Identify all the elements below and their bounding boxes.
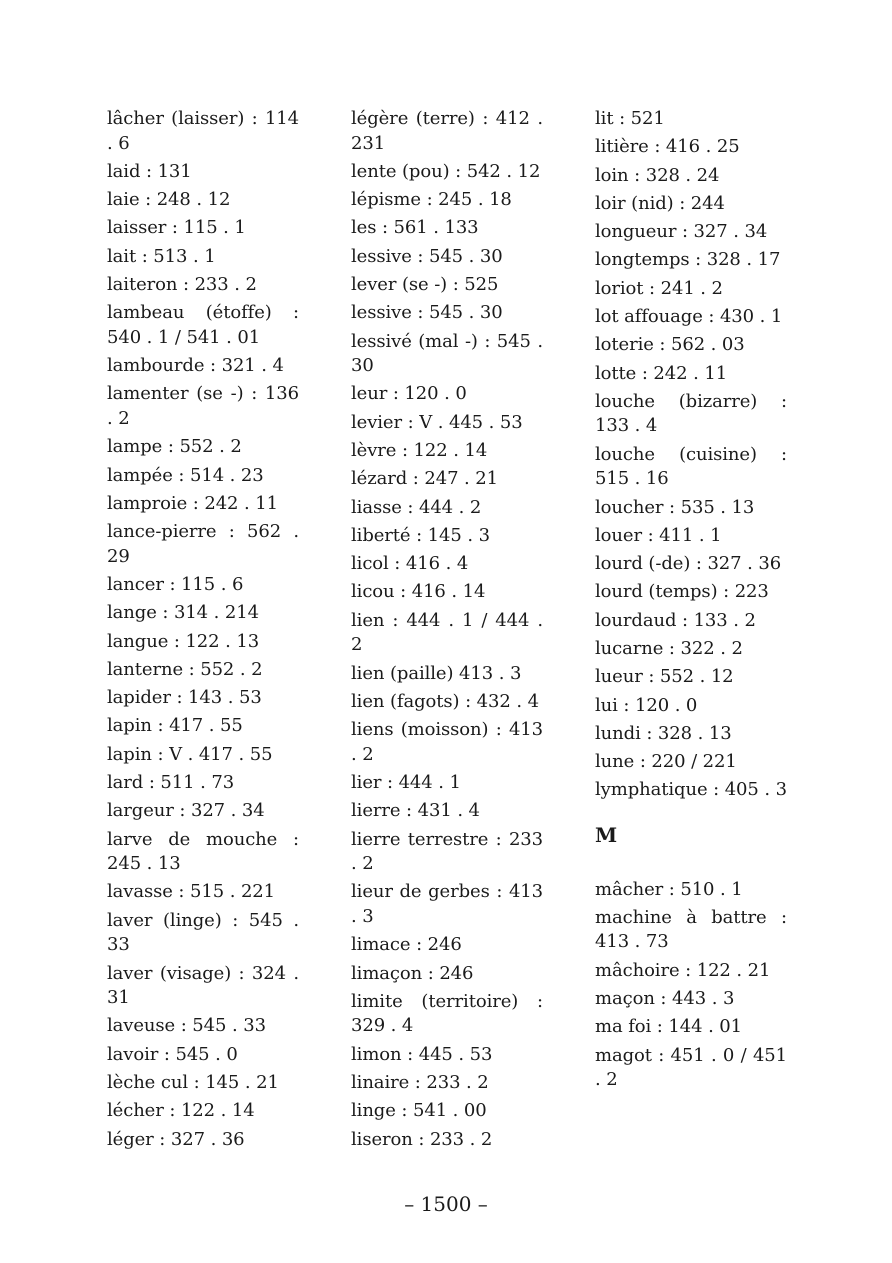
index-entry: limite (territoire) : 329 . 4 [351, 990, 543, 1037]
index-entry: lapin : 417 . 55 [107, 715, 243, 737]
index-entry: lait : 513 . 1 [107, 245, 216, 267]
index-entry: liseron : 233 . 2 [351, 1128, 493, 1150]
index-entry: lambourde : 321 . 4 [107, 355, 284, 377]
index-entry: lueur : 552 . 12 [595, 666, 734, 688]
index-entry: loin : 328 . 24 [595, 164, 720, 186]
index-entry: lessivé (mal -) : 545 . 30 [351, 330, 543, 377]
index-entry: lente (pou) : 542 . 12 [351, 160, 541, 182]
index-entry: mâchoire : 122 . 21 [595, 959, 771, 981]
index-entry: loterie : 562 . 03 [595, 334, 745, 356]
index-entry: lavasse : 515 . 221 [107, 881, 276, 903]
index-entry: laver (visage) : 324 . 31 [107, 962, 299, 1009]
index-entry: maçon : 443 . 3 [595, 988, 735, 1009]
index-entry: louer : 411 . 1 [595, 524, 722, 546]
index-entry: lune : 220 / 221 [595, 751, 737, 773]
index-entry: lourd (temps) : 223 [595, 581, 769, 603]
page-number: – 1500 – [404, 1192, 488, 1216]
index-entry: lâcher (laisser) : 114 . 6 [107, 108, 299, 154]
index-entry: lance-pierre : 562 . 29 [107, 521, 299, 567]
index-entry: lot affouage : 430 . 1 [595, 305, 783, 327]
index-entry: limon : 445 . 53 [351, 1043, 493, 1065]
index-entry: langue : 122 . 13 [107, 630, 260, 652]
index-entry: limace : 246 [351, 934, 462, 956]
index-entry: longueur : 327 . 34 [595, 221, 768, 243]
index-entry: laiteron : 233 . 2 [107, 274, 257, 295]
index-entry: laie : 248 . 12 [107, 189, 231, 211]
index-entry: léger : 327 . 36 [107, 1128, 245, 1150]
index-entry: lier : 444 . 1 [351, 772, 461, 793]
index-entry: lécher : 122 . 14 [107, 1100, 255, 1122]
index-entry: litière : 416 . 25 [595, 136, 740, 158]
index-entry: mâcher : 510 . 1 [595, 878, 743, 900]
index-entry: lierre : 431 . 4 [351, 800, 480, 822]
index-entry: lèvre : 122 . 14 [351, 440, 488, 461]
index-entry: larve de mouche : 245 . 13 [107, 828, 299, 875]
index-entry: laid : 131 [107, 160, 192, 182]
index-entry: lien : 444 . 1 / 444 . 2 [351, 609, 543, 656]
index-entry: lever (se -) : 525 [351, 274, 499, 295]
index-entry: licol : 416 . 4 [351, 553, 469, 575]
index-entry: liberté : 145 . 3 [351, 524, 490, 546]
index-entry: lui : 120 . 0 [595, 694, 698, 716]
index-entry: lessive : 545 . 30 [351, 245, 503, 267]
index-entry: lard : 511 . 73 [107, 772, 235, 793]
index-entry: les : 561 . 133 [351, 217, 479, 239]
index-entry: lit : 521 [595, 108, 665, 129]
index-entry: louche (bizarre) : 133 . 4 [595, 390, 787, 437]
index-entry: lessive : 545 . 30 [351, 302, 503, 324]
index-entry: lavoir : 545 . 0 [107, 1043, 238, 1065]
index-entry: liasse : 444 . 2 [351, 496, 482, 518]
index-entry: lèche cul : 145 . 21 [107, 1072, 279, 1094]
index-entry: laver (linge) : 545 . 33 [107, 909, 299, 956]
index-entry: ma foi : 144 . 01 [595, 1016, 743, 1038]
index-column-2 [351, 107, 543, 1156]
index-entry: loir (nid) : 244 [595, 192, 725, 214]
section-letter-heading: M [595, 822, 618, 847]
index-entry: lieur de gerbes : 413 . 3 [351, 881, 543, 928]
index-entry: linge : 541 . 00 [351, 1100, 487, 1122]
index-entry: lymphatique : 405 . 3 [595, 779, 787, 801]
index-entry: loriot : 241 . 2 [595, 277, 723, 299]
index-entry: levier : V . 445 . 53 [351, 411, 523, 433]
index-entry: lourdaud : 133 . 2 [595, 609, 756, 631]
index-entry: lourd (-de) : 327 . 36 [595, 553, 782, 575]
index-entry: lotte : 242 . 11 [595, 362, 728, 384]
index-entry: laisser : 115 . 1 [107, 217, 246, 239]
index-entry: lamenter (se -) : 136 . 2 [107, 383, 299, 430]
index-entry: lien (fagots) : 432 . 4 [351, 690, 539, 712]
index-entry: lien (paille) 413 . 3 [351, 662, 522, 684]
index-column-3 [595, 107, 787, 1096]
index-entry: louche (cuisine) : 515 . 16 [595, 443, 787, 490]
index-entry: lierre terrestre : 233 . 2 [351, 828, 543, 875]
index-entry: lampée : 514 . 23 [107, 464, 264, 486]
index-entry: lanterne : 552 . 2 [107, 658, 263, 680]
index-entry: licou : 416 . 14 [351, 581, 486, 603]
index-entry: lange : 314 . 214 [107, 602, 259, 624]
index-entry: magot : 451 . 0 / 451 . 2 [595, 1044, 787, 1091]
index-entry: lampe : 552 . 2 [107, 436, 242, 458]
index-entry: limaçon : 246 [351, 962, 474, 984]
index-entry: largeur : 327 . 34 [107, 800, 265, 822]
index-entry: lamproie : 242 . 11 [107, 492, 278, 514]
index-entry: lapin : V . 417 . 55 [107, 743, 273, 765]
index-column-1 [107, 107, 299, 1156]
index-entry: lucarne : 322 . 2 [595, 637, 743, 659]
index-entry: loucher : 535 . 13 [595, 496, 755, 518]
index-entry: lambeau (étoffe) : 540 . 1 / 541 . 01 [107, 302, 299, 348]
index-entry: lépisme : 245 . 18 [351, 189, 512, 211]
index-entry: leur : 120 . 0 [351, 383, 467, 405]
index-entry: lézard : 247 . 21 [351, 468, 498, 490]
index-entry: liens (moisson) : 413 . 2 [351, 719, 543, 765]
index-entry: longtemps : 328 . 17 [595, 249, 781, 271]
index-entry: linaire : 233 . 2 [351, 1072, 489, 1094]
index-entry: laveuse : 545 . 33 [107, 1015, 266, 1037]
index-entry: légère (terre) : 412 . 231 [351, 108, 543, 154]
index-entry: machine à battre : 413 . 73 [595, 906, 787, 953]
index-entry: lundi : 328 . 13 [595, 722, 732, 744]
index-entry: lancer : 115 . 6 [107, 574, 244, 596]
index-entry: lapider : 143 . 53 [107, 687, 262, 709]
